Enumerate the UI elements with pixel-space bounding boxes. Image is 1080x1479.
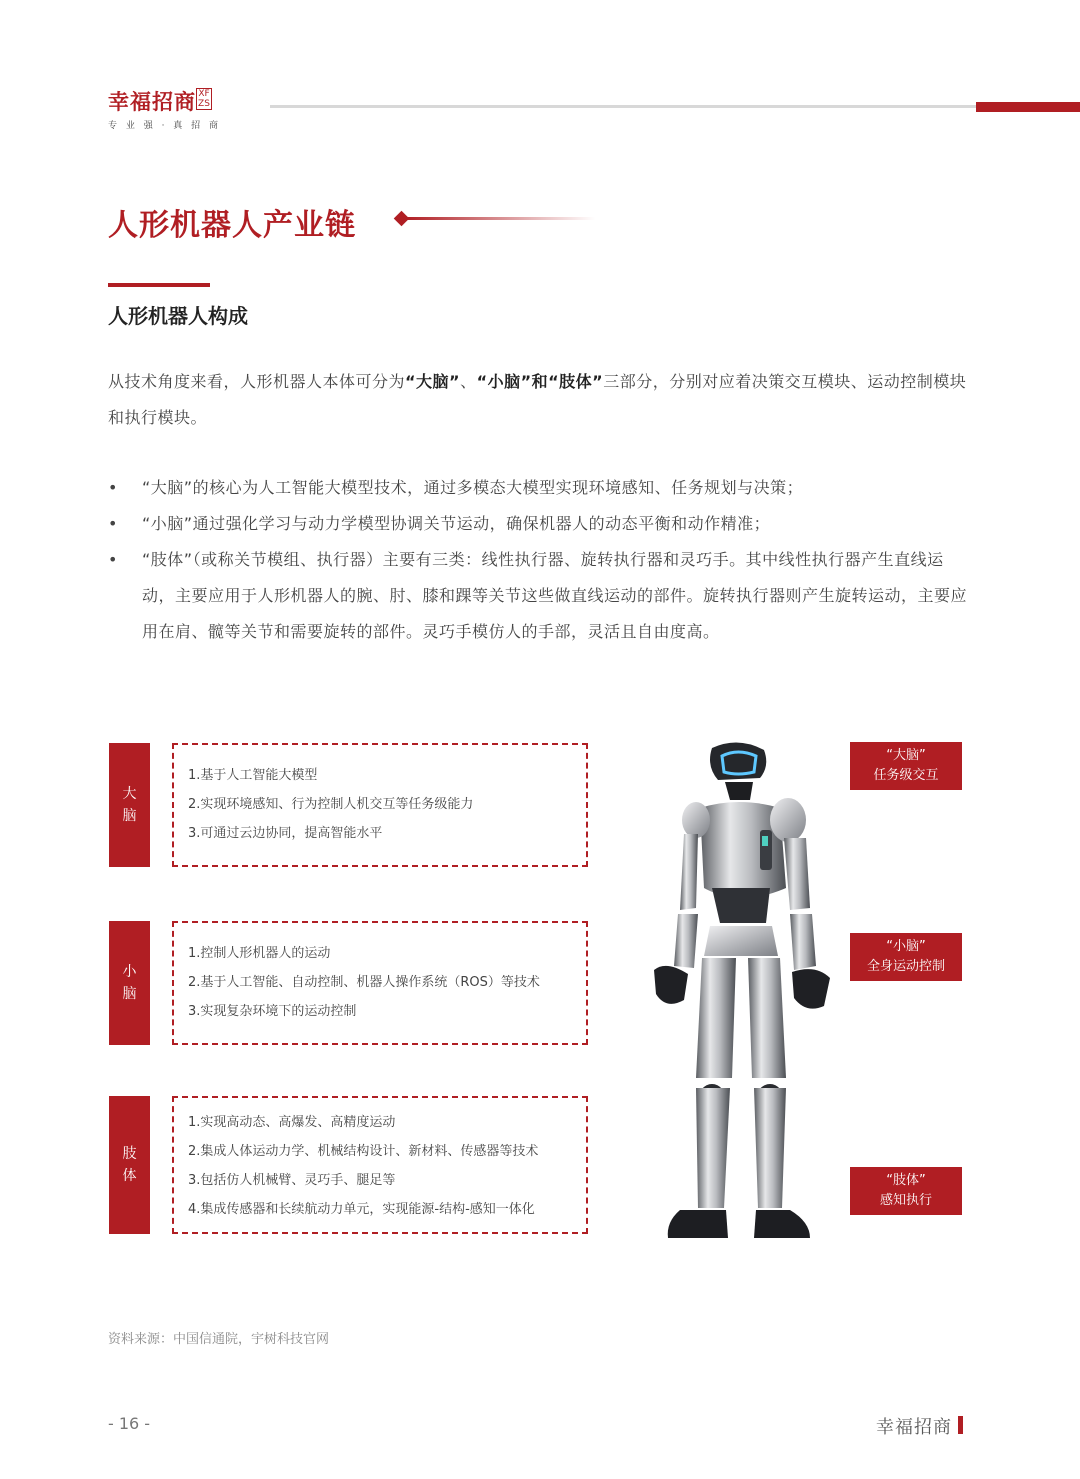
intro-cerebellum: “小脑” xyxy=(476,372,532,391)
label-desc: 全身运动控制 xyxy=(866,959,945,974)
module-item: 2.集成人体运动力学、机械结构设计、新材料、传感器等技术 xyxy=(188,1144,539,1159)
intro-limbs: “肢体” xyxy=(548,372,604,391)
tag-char: 肢 xyxy=(122,1146,137,1162)
bullet-item xyxy=(108,542,968,650)
label-cerebellum xyxy=(850,933,962,981)
label-brain xyxy=(850,742,962,790)
bullet-list xyxy=(108,470,968,650)
module-item: 3.可通过云边协同，提高智能水平 xyxy=(188,826,383,841)
label-name: “肢体” xyxy=(886,1173,926,1188)
module-item: 3.实现复杂环境下的运动控制 xyxy=(188,1004,357,1019)
logo-badge: XF ZS xyxy=(196,88,212,110)
module-item: 1.基于人工智能大模型 xyxy=(188,768,318,783)
label-name: “小脑” xyxy=(886,939,926,954)
bullet-text: “肢体”（或称关节模组、执行器）主要有三类：线性执行器、旋转执行器和灵巧手。其中线性执行器产生直线运动，主要应用于人形机器人的腕、肘、膝和踝等关节这些做直线运动的部件。旋转执行器则产生旋转运动，主要应用在肩、髋等关节和需要旋转的部件。灵巧手模仿人的手部，灵活且自由度高。 xyxy=(142,550,968,641)
intro-paragraph xyxy=(108,364,968,436)
module-tag-limbs xyxy=(109,1096,150,1234)
logo-text: 幸福招商 xyxy=(108,90,196,114)
humanoid-robot-image xyxy=(640,738,840,1248)
tag-char: 大 xyxy=(122,786,137,802)
module-item: 3.包括仿人机械臂、灵巧手、腿足等 xyxy=(188,1173,396,1188)
bullet-dot: • xyxy=(108,514,118,533)
title-divider xyxy=(405,217,595,220)
bullet-dot: • xyxy=(108,478,118,497)
module-item: 2.实现环境感知、行为控制人机交互等任务级能力 xyxy=(188,797,474,812)
tag-char: 体 xyxy=(122,1168,137,1184)
footer-accent-bar xyxy=(958,1416,963,1434)
bullet-dot: • xyxy=(108,550,118,569)
intro-text-1: 从技术角度来看，人形机器人本体可分为 xyxy=(108,372,406,391)
section-accent-bar xyxy=(108,283,210,287)
tag-char: 小 xyxy=(122,964,137,980)
module-box-cerebellum xyxy=(172,921,588,1045)
module-tag-cerebellum xyxy=(109,921,150,1045)
header-divider xyxy=(270,105,982,108)
intro-and: 和 xyxy=(531,372,549,391)
source-note: 资料来源：中国信通院，宇树科技官网 xyxy=(108,1332,330,1347)
footer-brand: 幸福招商 xyxy=(876,1417,952,1438)
header-accent-bar xyxy=(976,102,1080,112)
logo-slogan: 专 业 强 · 真 招 商 xyxy=(108,121,222,131)
module-item: 1.实现高动态、高爆发、高精度运动 xyxy=(188,1115,396,1130)
label-limbs xyxy=(850,1167,962,1215)
tag-char: 脑 xyxy=(122,986,137,1002)
page-number: - 16 - xyxy=(108,1414,151,1433)
module-tag-brain xyxy=(109,743,150,867)
label-name: “大脑” xyxy=(886,748,926,763)
module-item: 1.控制人形机器人的运动 xyxy=(188,946,331,961)
intro-brain: “大脑” xyxy=(405,372,461,391)
module-box-brain xyxy=(172,743,588,867)
tag-char: 脑 xyxy=(122,808,137,824)
bullet-text: “大脑”的核心为人工智能大模型技术，通过多模态大模型实现环境感知、任务规划与决策； xyxy=(142,478,804,497)
bullet-item xyxy=(108,470,968,506)
label-desc: 任务级交互 xyxy=(873,768,939,783)
module-item: 4.集成传感器和长续航动力单元，实现能源-结构-感知一体化 xyxy=(188,1202,535,1217)
module-box-limbs xyxy=(172,1096,588,1234)
intro-text-2: 三部分，分别对应着决策交互模块、运动控制模块和执行模块。 xyxy=(108,372,967,427)
intro-sep: 、 xyxy=(460,372,477,391)
bullet-text: “小脑”通过强化学习与动力学模型协调关节运动，确保机器人的动态平衡和动作精准； xyxy=(142,514,771,533)
page-title: 人形机器人产业链 xyxy=(108,208,356,243)
bullet-item xyxy=(108,506,968,542)
module-item: 2.基于人工智能、自动控制、机器人操作系统（ROS）等技术 xyxy=(188,975,540,990)
label-desc: 感知执行 xyxy=(879,1193,932,1208)
section-title: 人形机器人构成 xyxy=(108,304,248,328)
